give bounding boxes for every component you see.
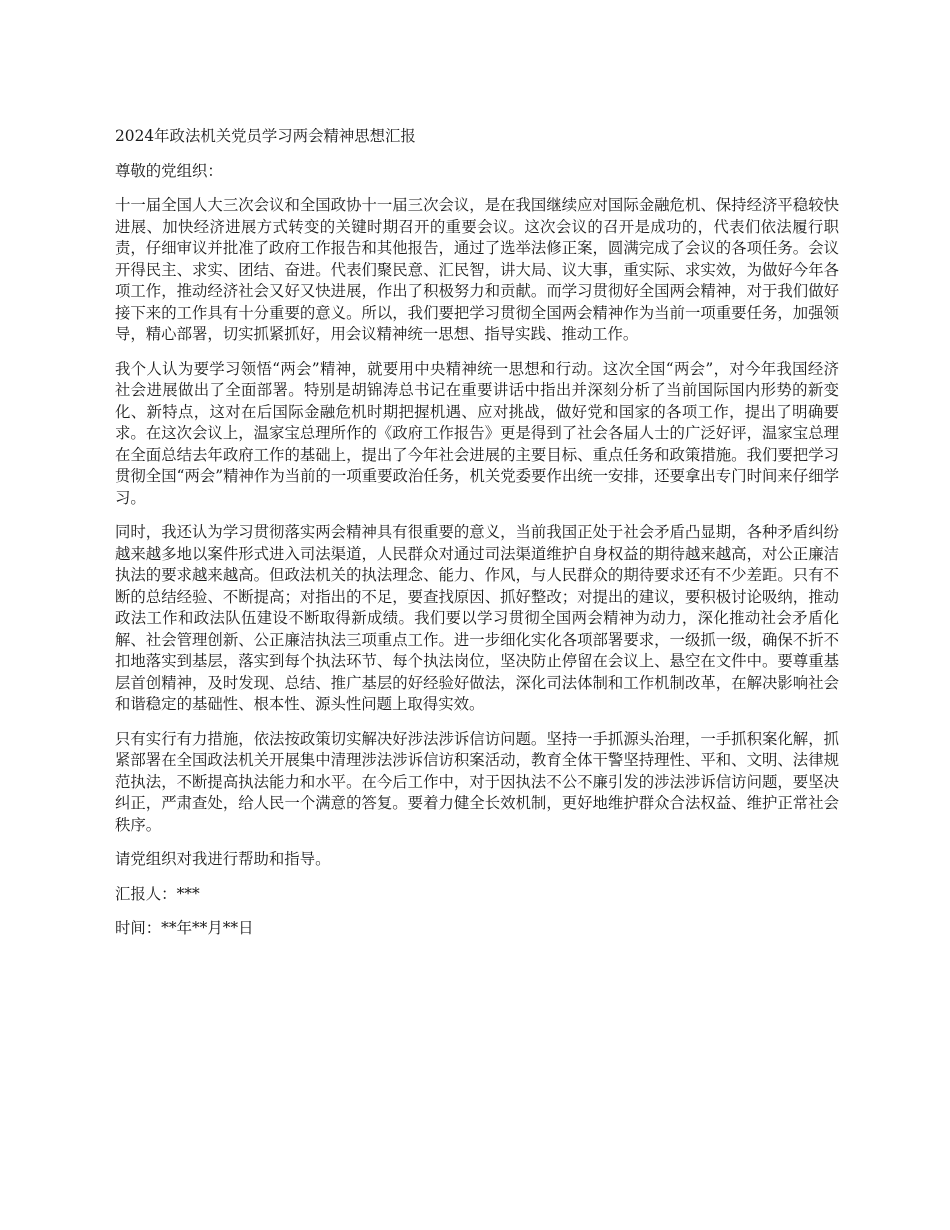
document-page [115,126,839,953]
paragraph-3: 同时，我还认为学习贯彻落实两会精神具有很重要的意义，当前我国正处于社会矛盾凸显期，各种矛盾纠纷越来越多地以案件形式进入司法渠道，人民群众对通过司法渠道维护自身权益的期待越来越高，对公正廉洁执法的要求越来越高。但政法机关的执法理念、能力、作风，与人民群众的期待要求还有不少差距。只有不断的总结经验、不断提高；对指出的不足，要查找原因、抓好整改；对提出的建议，要积极讨论吸纳，推动政法工作和政法队伍建设不断取得新成绩。我们要以学习贯彻全国两会精神为动力，深化推动社会矛盾化解、社会管理创新、公正廉洁执法三项重点工作。进一步细化实化各项部署要求，一级抓一级，确保不折不扣地落实到基层，落实到每个执法环节、每个执法岗位，坚决防止停留在会议上、悬空在文件中。要尊重基层首创精神，及时发现、总结、推广基层的好经验好做法，深化司法体制和工作机制改革，在解决影响社会和谐稳定的基础性、根本性、源头性问题上取得实效。 [115,523,839,713]
date-line: 时间：**年**月**日 [115,919,254,937]
closing-line: 请党组织对我进行帮助和指导。 [115,850,331,868]
greeting: 尊敬的党组织： [115,161,223,180]
signer-line: 汇报人：*** [115,884,200,903]
paragraph-4: 只有实行有力措施，依法按政策切实解决好涉法涉诉信访问题。坚持一手抓源头治理，一手抓积案化解，抓紧部署在全国政法机关开展集中清理涉法涉诉信访积案活动，教育全体干警坚持理性、平和、文明、法律规范执法，不断提高执法能力和水平。在今后工作中，对于因执法不公不廉引发的涉法涉诉信访问题，要坚决纠正，严肃查处，给人民一个满意的答复。要着力健全长效机制，更好地维护群众合法权益、维护正常社会秩序。 [115,729,839,834]
paragraph-1: 十一届全国人大三次会议和全国政协十一届三次会议，是在我国继续应对国际金融危机、保持经济平稳较快进展、加快经济进展方式转变的关键时期召开的重要会议。这次会议的召开是成功的，代表们依法履行职责，仔细审议并批准了政府工作报告和其他报告，通过了选举法修正案，圆满完成了会议的各项任务。会议开得民主、求实、团结、奋进。代表们聚民意、汇民智，讲大局、议大事，重实际、求实效，为做好今年各项工作，推动经济社会又好又快进展，作出了积极努力和贡献。而学习贯彻好全国两会精神，对于我们做好接下来的工作具有十分重要的意义。所以，我们要把学习贯彻全国两会精神作为当前一项重要任务，加强领导，精心部署，切实抓紧抓好，用会议精神统一思想、指导实践、推动工作。 [115,196,839,343]
document-title: 2024年政法机关党员学习两会精神思想汇报 [115,127,416,145]
paragraph-2: 我个人认为要学习领悟“两会”精神，就要用中央精神统一思想和行动。这次全国“两会”，对今年我国经济社会进展做出了全面部署。特别是胡锦涛总书记在重要讲话中指出并深刻分析了当前国际国内形势的新变化、新特点，这对在后国际金融危机时期把握机遇、应对挑战，做好党和国家的各项工作，提出了明确要求。在这次会议上，温家宝总理所作的《政府工作报告》更是得到了社会各届人士的广泛好评，温家宝总理在全面总结去年政府工作的基础上，提出了今年社会进展的主要目标、重点任务和政策措施。我们要把学习贯彻全国“两会”精神作为当前的一项重要政治任务，机关党委要作出统一安排，还要拿出专门时间来仔细学习。 [115,359,839,507]
